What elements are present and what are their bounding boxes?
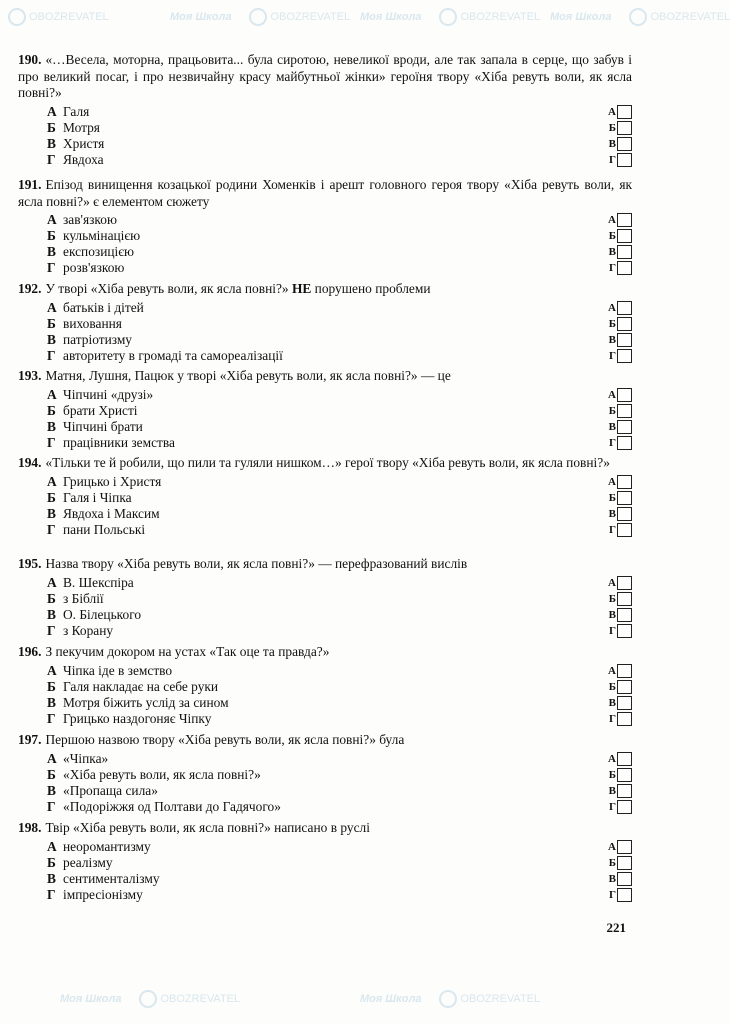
option-d: Г імпресіонізму Г (18, 887, 632, 903)
page-number: 221 (606, 920, 626, 935)
answer-checkbox-b[interactable] (617, 491, 632, 505)
answer-checkbox-c[interactable] (617, 420, 632, 434)
answer-checkbox-a[interactable] (617, 213, 632, 227)
option-b: Б Галя і Чіпка Б (18, 490, 632, 506)
answer-checkbox-c[interactable] (617, 137, 632, 151)
answer-checkbox-a[interactable] (617, 388, 632, 402)
answer-checkbox-c[interactable] (617, 784, 632, 798)
answer-checkbox-b[interactable] (617, 680, 632, 694)
answer-checkbox-d[interactable] (617, 349, 632, 363)
options-list (18, 104, 632, 168)
answer-checkbox-a[interactable] (617, 840, 632, 854)
options-list (18, 663, 632, 727)
option-b: Б «Хіба ревуть воли, як ясла повні?» Б (18, 767, 632, 783)
answer-checkbox-d[interactable] (617, 712, 632, 726)
answer-checkbox-b[interactable] (617, 121, 632, 135)
question-195 (18, 556, 632, 639)
answer-checkbox-d[interactable] (617, 888, 632, 902)
question-stem: 193. Матня, Лушня, Пацюк у творі «Хіба ревуть воли, як ясла повні?» — це (18, 368, 451, 383)
option-c: В Явдоха і Максим В (18, 506, 632, 522)
answer-checkbox-c[interactable] (617, 245, 632, 259)
option-c: В Чіпчині брати В (18, 419, 632, 435)
answer-checkbox-c[interactable] (617, 608, 632, 622)
answer-checkbox-a[interactable] (617, 105, 632, 119)
answer-checkbox-d[interactable] (617, 153, 632, 167)
option-a: А Грицько і Христя А (18, 474, 632, 490)
watermark-logo-icon (629, 8, 647, 26)
option-c: В «Пропаща сила» В (18, 783, 632, 799)
answer-checkbox-c[interactable] (617, 507, 632, 521)
option-b: Б брати Христі Б (18, 403, 632, 419)
options-list (18, 751, 632, 815)
question-190 (18, 52, 632, 168)
answer-checkbox-b[interactable] (617, 592, 632, 606)
option-d: Г авторитету в громаді та самореалізації Г (18, 348, 632, 364)
option-a: А «Чіпка» А (18, 751, 632, 767)
watermark-logo-icon (439, 990, 457, 1008)
answer-checkbox-b[interactable] (617, 856, 632, 870)
option-b: Б виховання Б (18, 316, 632, 332)
watermark: Моя Школа OBOZREVATEL (360, 8, 540, 26)
answer-checkbox-b[interactable] (617, 404, 632, 418)
option-d: Г Явдоха Г (18, 152, 632, 168)
answer-checkbox-c[interactable] (617, 872, 632, 886)
option-a: А зав'язкою А (18, 212, 632, 228)
option-c: В патріотизму В (18, 332, 632, 348)
answer-checkbox-a[interactable] (617, 301, 632, 315)
question-stem: 198. Твір «Хіба ревуть воли, як ясла повні?» написано в руслі (18, 820, 370, 835)
question-stem: 194. «Тільки те й робили, що пили та гуляли нишком…» герої твору «Хіба ревуть воли, як ясла повні?» (18, 455, 610, 470)
option-d: Г розв'язкою Г (18, 260, 632, 276)
answer-checkbox-b[interactable] (617, 768, 632, 782)
options-list (18, 839, 632, 903)
option-c: В О. Білецького В (18, 607, 632, 623)
option-b: Б Мотря Б (18, 120, 632, 136)
answer-checkbox-a[interactable] (617, 752, 632, 766)
answer-checkbox-d[interactable] (617, 523, 632, 537)
option-b: Б Галя накладає на себе руки Б (18, 679, 632, 695)
watermark: Моя Школа OBOZREVATEL (60, 990, 240, 1008)
options-list (18, 300, 632, 364)
answer-checkbox-d[interactable] (617, 624, 632, 638)
watermark-logo-icon (139, 990, 157, 1008)
options-list (18, 575, 632, 639)
question-stem: 191. Епізод винищення козацької родини Хоменків і арешт головного героя твору «Хіба ревуть воли, як ясла повні?» є елементом сюжету (18, 177, 632, 209)
option-c: В сентименталізму В (18, 871, 632, 887)
option-a: А Чіпчині «друзі» А (18, 387, 632, 403)
answer-checkbox-d[interactable] (617, 261, 632, 275)
question-stem: 197. Першою назвою твору «Хіба ревуть воли, як ясла повні?» була (18, 732, 405, 747)
option-a: А батьків і дітей А (18, 300, 632, 316)
question-194 (18, 455, 632, 538)
watermark: OBOZREVATEL (8, 8, 109, 26)
answer-checkbox-a[interactable] (617, 576, 632, 590)
answer-checkbox-a[interactable] (617, 664, 632, 678)
option-b: Б реалізму Б (18, 855, 632, 871)
option-a: А Галя А (18, 104, 632, 120)
watermark-logo-icon (249, 8, 267, 26)
question-191 (18, 177, 632, 276)
option-a: А Чіпка іде в земство А (18, 663, 632, 679)
watermark-logo-icon (439, 8, 457, 26)
option-c: В Христя В (18, 136, 632, 152)
option-d: Г пани Польські Г (18, 522, 632, 538)
option-d: Г Грицько наздогоняє Чіпку Г (18, 711, 632, 727)
question-198 (18, 820, 632, 903)
watermark: Моя Школа OBOZREVATEL (360, 990, 540, 1008)
question-stem: 195. Назва твору «Хіба ревуть воли, як ясла повні?» — перефразований вислів (18, 556, 468, 571)
question-193 (18, 368, 632, 451)
answer-checkbox-a[interactable] (617, 475, 632, 489)
option-b: Б з Біблії Б (18, 591, 632, 607)
answer-checkbox-b[interactable] (617, 229, 632, 243)
options-list (18, 212, 632, 276)
options-list (18, 474, 632, 538)
question-stem: 192. У творі «Хіба ревуть воли, як ясла повні?» НЕ порушено проблеми (18, 281, 431, 296)
answer-checkbox-d[interactable] (617, 436, 632, 450)
answer-checkbox-d[interactable] (617, 800, 632, 814)
question-197 (18, 732, 632, 815)
question-192 (18, 281, 632, 364)
answer-checkbox-c[interactable] (617, 333, 632, 347)
answer-checkbox-c[interactable] (617, 696, 632, 710)
question-196 (18, 644, 632, 727)
option-a: А В. Шекспіра А (18, 575, 632, 591)
question-stem: 190. «…Весела, моторна, працьовита... була сиротою, невеликої вроди, але так запала в серце, що забув і про великий посаг, і про незвичайну красу майбутньої жінки» героїня твору «Хіба ревуть воли, як ясла повні?» (18, 52, 632, 100)
option-a: А неоромантизму А (18, 839, 632, 855)
option-c: В експозицією В (18, 244, 632, 260)
option-c: В Мотря біжить услід за сином В (18, 695, 632, 711)
watermark: Моя Школа OBOZREVATEL (550, 8, 730, 26)
answer-checkbox-b[interactable] (617, 317, 632, 331)
question-stem: 196. З пекучим докором на устах «Так оце та правда?» (18, 644, 330, 659)
option-d: Г працівники земства Г (18, 435, 632, 451)
option-d: Г «Подоріжжя од Полтави до Гадячого» Г (18, 799, 632, 815)
watermark-logo-icon (8, 8, 26, 26)
options-list (18, 387, 632, 451)
watermark: Моя Школа OBOZREVATEL (170, 8, 350, 26)
option-b: Б кульмінацією Б (18, 228, 632, 244)
option-d: Г з Корану Г (18, 623, 632, 639)
